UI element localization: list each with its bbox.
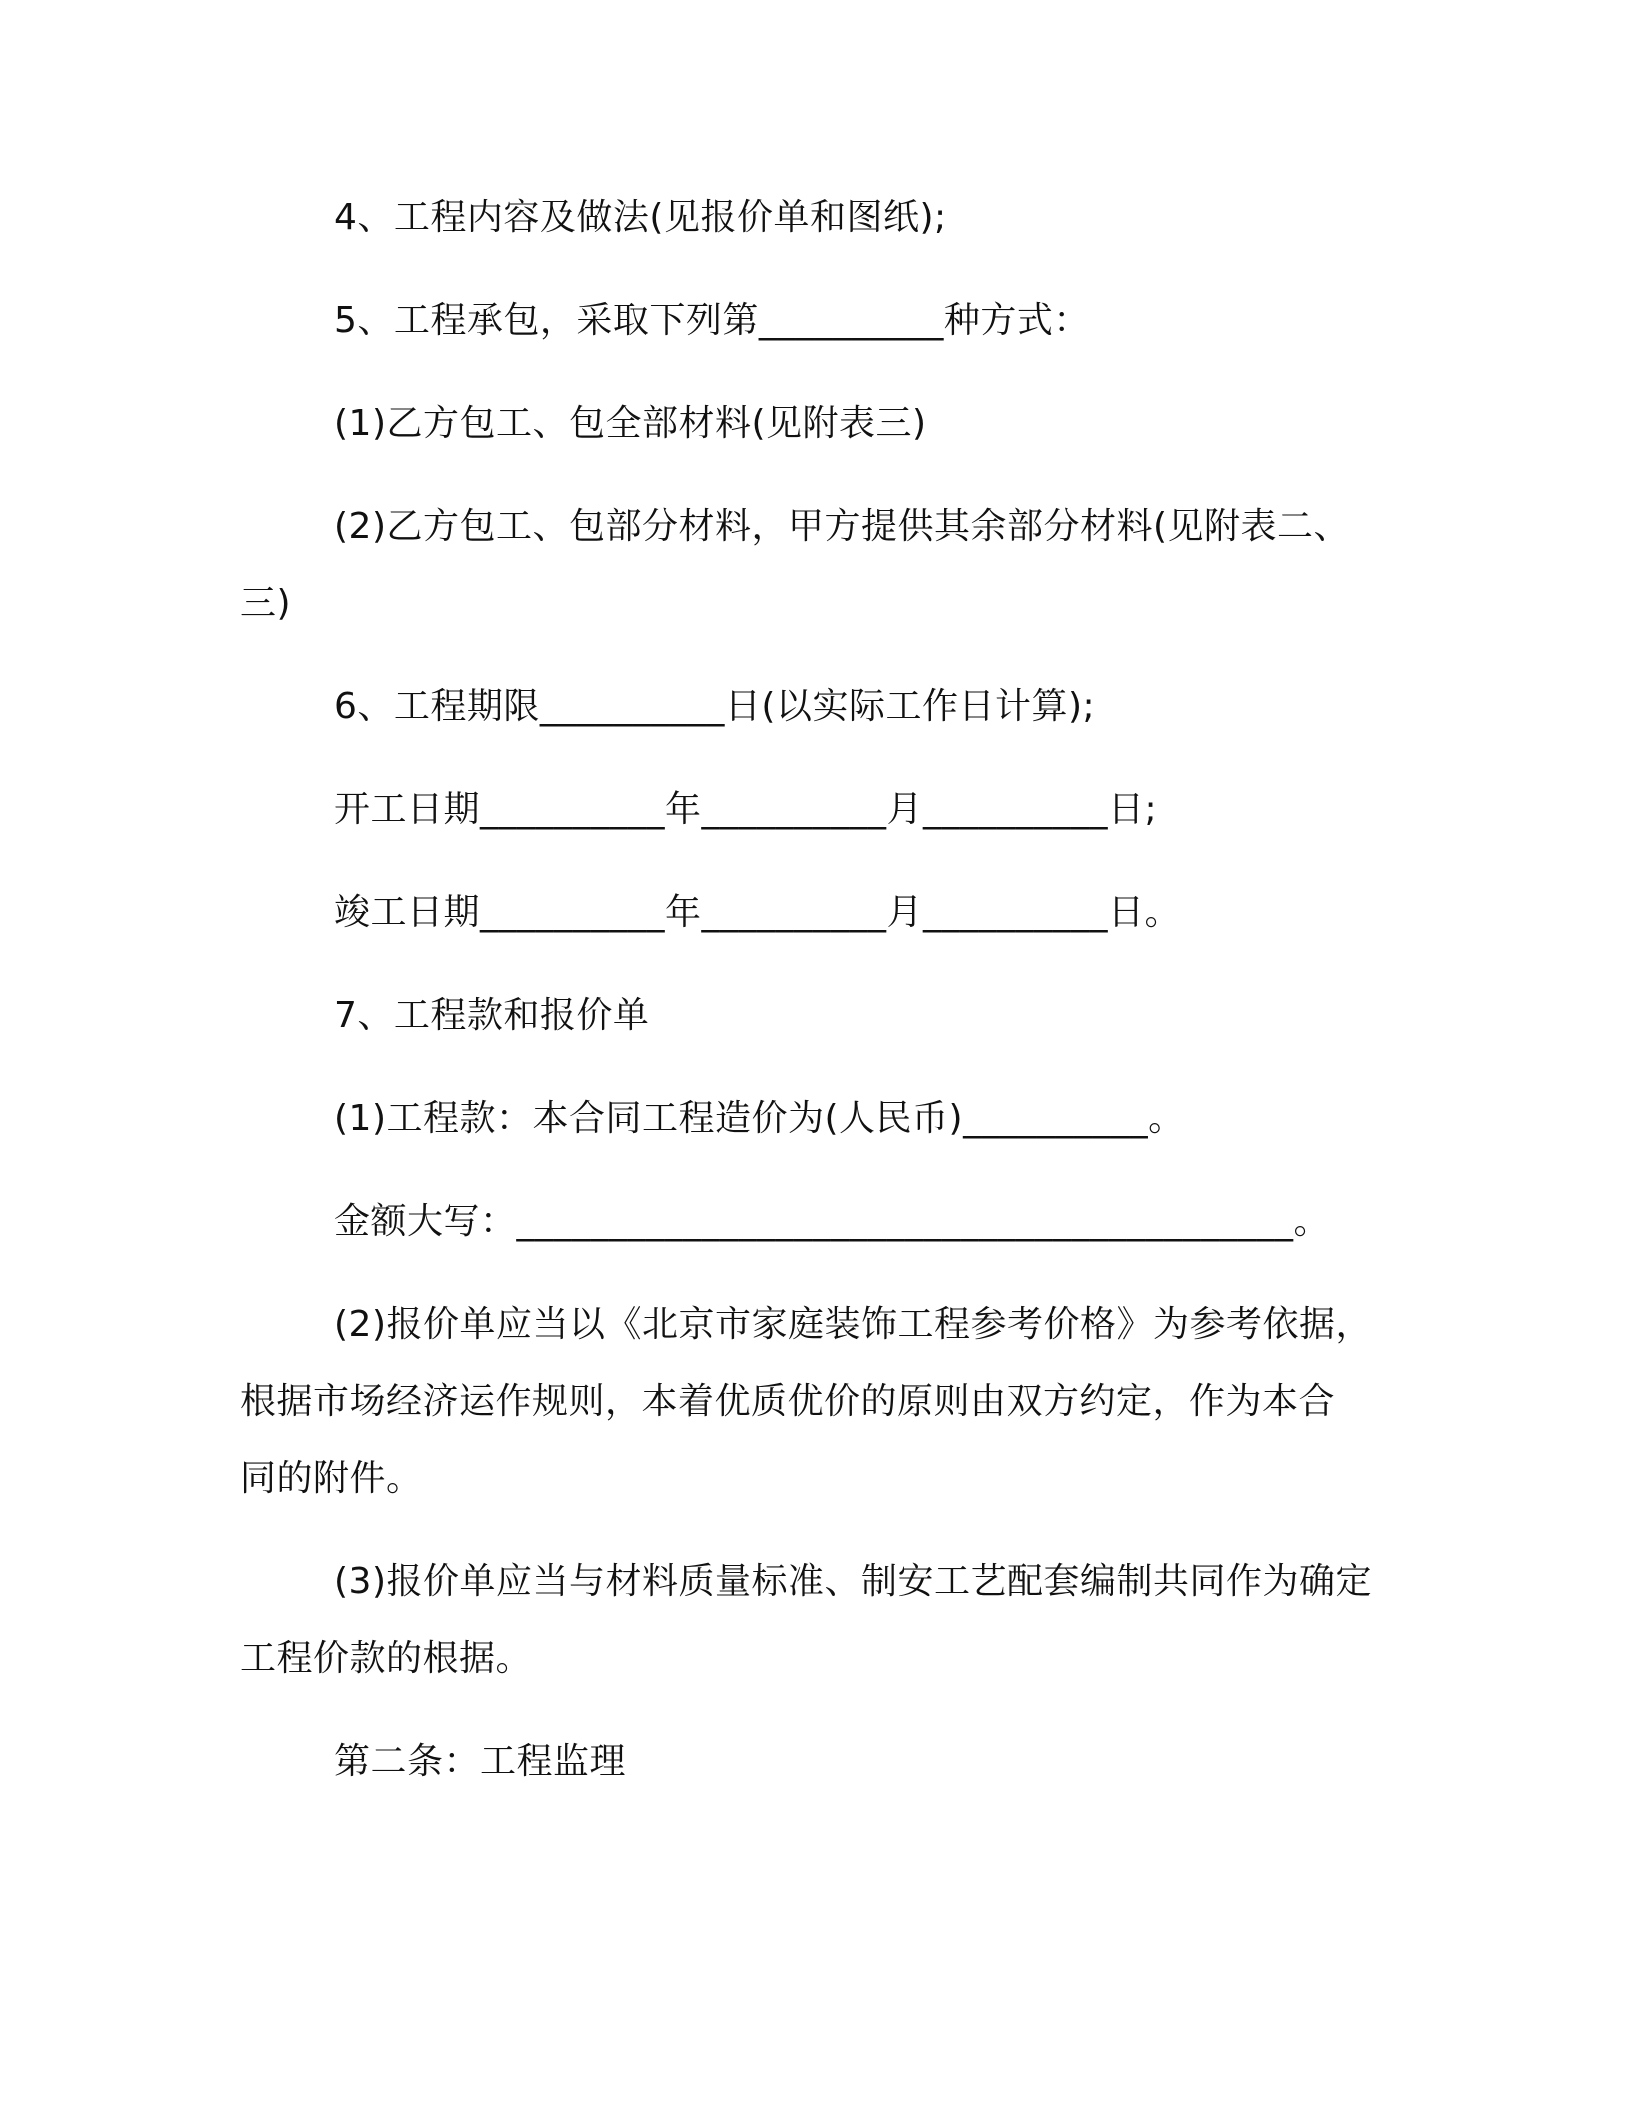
clause-5-option-1-line: (1)乙方包工、包全部材料(见附表三) — [334, 403, 927, 444]
quote-basis-line-1: (2)报价单应当以《北京市家庭装饰工程参考价格》为参考依据， — [334, 1304, 1372, 1345]
clause-7-heading: 7、工程款和报价单 — [334, 995, 650, 1036]
quote-basis-line-2: 根据市场经济运作规则，本着优质优价的原则由双方约定，作为本合 — [240, 1381, 1336, 1422]
contract-price-line: (1)工程款：本合同工程造价为(人民币)__________。 — [334, 1098, 1185, 1139]
article-2-heading: 第二条：工程监理 — [334, 1741, 627, 1782]
amount-in-words-line: 金额大写：__________________________________________。 — [334, 1201, 1331, 1242]
quote-standard-line-2: 工程价款的根据。 — [240, 1638, 533, 1679]
completion-date-line: 竣工日期__________年__________月__________日。 — [334, 892, 1182, 933]
clause-5-line: 5、工程承包，采取下列第__________种方式： — [334, 300, 1090, 341]
clause-6-line: 6、工程期限__________日(以实际工作日计算); — [334, 686, 1096, 727]
quote-standard-line-1: (3)报价单应当与材料质量标准、制安工艺配套编制共同作为确定 — [334, 1561, 1372, 1602]
clause-5-option-2-continuation: 三) — [240, 583, 292, 624]
clause-5-option-2-line: (2)乙方包工、包部分材料，甲方提供其余部分材料(见附表二、 — [334, 506, 1351, 547]
quote-basis-line-3: 同的附件。 — [240, 1458, 423, 1499]
start-date-line: 开工日期__________年__________月__________日; — [334, 789, 1158, 830]
clause-4-line: 4、工程内容及做法(见报价单和图纸); — [334, 197, 947, 238]
